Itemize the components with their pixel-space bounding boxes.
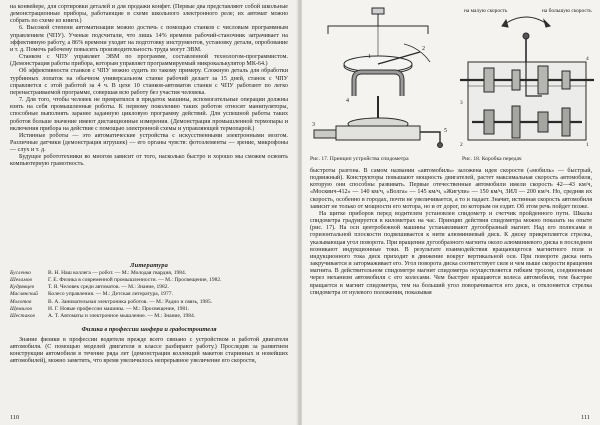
figure-label: на большую скорость: [542, 8, 592, 14]
figure17-caption: Рис. 17. Принцип устройства спидометра: [310, 156, 409, 162]
literature-section: [10, 262, 288, 320]
paragraph: На щитке приборов перед водителем установлен спидометр и счетчик пройденного пути. Шкалы спидометра градуируется в километрах на час. Принцип действия спидометра можно показать на опыте (рис. 17). На оси центробежной машины устанавливают дугообразный магнит. Над его полюсами в горизонтальной плоскости подвешивается к нити алюминиевый диск. К диску прикрепляется стрелка, указывающая угол поворота. При вращении дугообразного магнита около алюминиевого диска в последнем возникают индукционные токи. В результате взаимодействия вращающегося магнитного поля и индукционного тока диск приходит в движение вокруг вертикальной оси. При повороте диска нить закручивается и затормаживает его. Угол поворота диска соответствует силе и чем выше скорости вращения магнита. В действительном спидометре магнит спидометра осуществляется гибким тросом, соединенным через механизм автомобиля с его колесами. Чем быстрее вращаются колеса автомобиля, тем быстрее вращается и магнит спидометра, тем на больший угол поворачивается его диск, и отклоняется стрелка спидометра от нулевого положения, показывая: [310, 210, 592, 296]
right-page: [302, 0, 600, 425]
paragraph: на конвейере, для сортировки деталей и для продажи конфет. (Первые два представляют собой школьные демонстрационные приборы, работающие в схеме школьного электронного реле; их автомат можно собрать по схеме из книги.): [10, 4, 288, 25]
figure-label: 5: [444, 128, 447, 134]
paragraph: 6. Высокой степени автоматизации можно достичь с помощью станков с числовым программным управлением (ЧПУ). Ученые подсчитали, что лишь 14% времени рабочий-станочник затрачивает на эффективную работу, а 86% времени уходит на подготовку инструментов, установку детали, опробование и т. д. Помочь рабочему повысить производительность труда могут ЭВМ.: [10, 25, 288, 53]
figure-label: 4: [586, 56, 589, 62]
figure-label: 1: [368, 54, 371, 60]
figure-label: 3: [460, 100, 463, 106]
literature-list: [10, 270, 288, 321]
paragraph: Станком с ЧПУ управляет ЭВМ по программе, составленной технологом-программистом. (Демонстрация работы прибора, которым управляет программируемый микрокалькулятор МК-64.): [10, 54, 288, 68]
literature-item: Шеламов Г. Е. Физика в современной промышленности. — М.: Просвещение, 1982.: [10, 276, 222, 283]
page-number-right: 111: [581, 414, 590, 421]
paragraph: Будущее робототехники во многом зависит от того, насколько быстро и хорошо мы сможем освоить компьютерную грамотность.: [10, 154, 288, 168]
gearbox-figure: [458, 4, 596, 154]
section-heading: Физика в профессии шофера и градостроителя: [81, 326, 217, 333]
paragraph: Истинные роботы — это автоматические устройства с искусственными электронными мозгом. Различные датчики (демонстрация игрушек) — его органы чувств: фотоэлементы — зрение, микрофоны — слух и т. д.: [10, 132, 288, 154]
paragraph: 7. Для того, чтобы человек не превратился в придаток машины, вспомогательные операции должны взять на себя промышленные роботы. К первому поколению таких роботов относят манипуляторы, способные выполнять заранее заданную цикловую программу действий. Для успешной работы таких роботов больше значение имеют дистанционные измерения. (Демонстрация промышленной термопары и включения прибора на действие с помощью электронной схемы и управляющей термопарой.): [10, 97, 288, 132]
literature-item: Маслянский Колесо управления. — М.: Детская литература, 1977.: [10, 291, 173, 298]
right-body-text: [310, 168, 592, 297]
literature-item: Молотов В. А. Занимательная электроника роботов. — М.: Радио и связь, 1985.: [10, 298, 213, 305]
paragraph: быстроты разгона. В самом названии «автомобиль» заложена идея скорости («мобиль» — быстрый, подвижный). Конструкторы повышают мощность двигателей, растет максимальная скорость автомобиля, которую они способны развивать. Первые отечественные автомобили имели скорость 42—43 км/ч, «Москвич-412» — 140 км/ч, «Волга» — 145 км/ч, «Жигули» — 150 км/ч, ЗИЛ — 200 км/ч. Но, средняя их скорость, особенно в городах, почти не увеличивается, а то и падает. Значит, истинная скорость автомобиля зависит не только от мощности его мотора, но и от дорог, по которым он ездит. Об этом речь пойдет позже.: [310, 168, 592, 210]
figure-label: 4: [346, 98, 349, 104]
literature-item: Щемилов И. Г. Новые профессии машины. — М.: Просвещение, 1981.: [10, 305, 190, 312]
paragraph: Знание физики в профессии водителя прежде всего связано с устройством и работой двигателя автомобиля. (С помощью моделей двигателя в классе разбирают работу.) Проследив за развитием конструкции автомобиля в течение ряда лет (демонстрация коллекций макетов старинных и новейших автомобилей), можно заметить, что время увеличилось непрерывное увеличение его скорости,: [10, 336, 288, 365]
left-page: [0, 0, 298, 425]
literature-item: Шестаков А. Т. Автоматы и электронное мышление. — М.: Знание, 1984.: [10, 313, 196, 320]
figure-label: 1: [586, 142, 589, 148]
figure18-caption: Рис. 18. Коробка передач: [462, 156, 522, 162]
page-number-left: 110: [10, 414, 20, 421]
literature-item: Бусленко В. Н. Наш коллега — робот. — М.: Молодая гвардия, 1984.: [10, 269, 187, 276]
figure-label: 3: [312, 122, 315, 128]
literature-item: Кудрявцев Т. Я. Человек среди автоматов. — М.: Знание, 1982.: [10, 284, 169, 291]
literature-heading: Литература: [129, 262, 168, 269]
paragraph: Об эффективности станков с ЧПУ можно судить по такому примеру. Сложную деталь для обработки турбинных лопаток на обычном универсальном станке рабочий делает за 15 дней, станок с ЧПУ справляется с этой работой за 4 ч. В цехе 10 станков-автоматов станки с ЧПУ работают по легко перенастраиваемой программе, совершая всю работу без участия человека.: [10, 68, 288, 96]
figure-label: 2: [460, 142, 463, 148]
section-driver: [10, 326, 288, 365]
speedometer-figure: [308, 4, 456, 154]
figure-label: на малую скорость: [464, 8, 508, 14]
left-body-text: [10, 4, 288, 169]
figure-label: 2: [422, 46, 425, 52]
